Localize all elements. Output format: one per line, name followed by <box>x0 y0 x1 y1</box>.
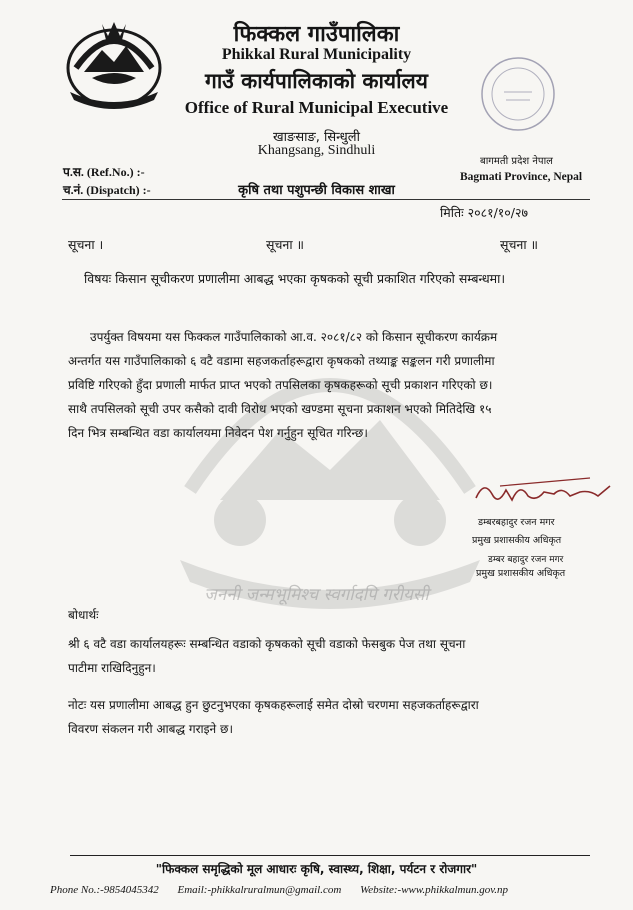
subject-line: विषयः किसान सूचीकरण प्रणालीमा आबद्ध भएका कृषकको सूची प्रकाशित गरिएको सम्बन्धमा। <box>84 271 506 286</box>
footer-contacts <box>50 884 524 896</box>
office-name-en: Office of Rural Municipal Executive <box>184 98 449 117</box>
footer-tagline: "फिक्कल समृद्धिको मूल आधारः कृषि, स्वास्थ्य, शिक्षा, पर्यटन र रोजगार" <box>155 862 478 876</box>
footer-divider <box>70 855 590 856</box>
info-body <box>68 632 590 680</box>
signatory-stamp-name: डम्बर बहादुर रजन मगर <box>488 555 564 565</box>
note-line: नोटः यस प्रणालीमा आबद्ध हुन छुटनुभएका कृषकहरूलाई समेत दोस्रो चरणमा सहजकर्ताहरूद्वारा <box>68 698 479 712</box>
office-stamp-icon <box>476 52 560 136</box>
signatory-name: डम्बरबहादुर रजन मगर <box>478 517 555 528</box>
handwritten-signature <box>470 472 620 512</box>
municipality-name-np: फिक्कल गाउँपालिका <box>233 21 400 47</box>
footer-phone: Phone No.:-9854045342 <box>50 884 159 896</box>
signatory-designation: प्रमुख प्रशासकीय अधिकृत <box>472 535 562 546</box>
signatory-stamp-designation: प्रमुख प्रशासकीय अधिकृत <box>476 568 566 579</box>
body-line: अन्तर्गत यस गाउँपालिकाको ६ वटै वडामा सहजकर्ताहरूद्वारा कृषकको तथ्याङ्क सङ्कलन गरी प्रणालीमा <box>68 354 495 368</box>
province-np: बागमती प्रदेश नेपाल <box>480 156 553 167</box>
info-line: पाटीमा राखिदिनुहुन। <box>68 661 156 675</box>
header-divider <box>62 199 590 200</box>
body-line: उपर्युक्त विषयमा यस फिक्कल गाउँपालिकाको आ.व. २०८१/८२ को किसान सूचीकरण कार्यक्रम <box>90 330 498 344</box>
office-name-np: गाउँ कार्यपालिकाको कार्यालय <box>205 68 428 93</box>
notice-heading-left: सूचना । <box>68 237 104 252</box>
body-line: प्रविष्टि गरिएको हुँदा प्रणाली मार्फत प्राप्त भएको तपसिलका कृषकहरूको सूची प्रकाशन गरिएको छ। <box>68 378 493 392</box>
info-line: श्री ६ वटै वडा कार्यालयहरूः सम्बन्धित वडाको कृषकको सूची वडाको फेसबुक पेज तथा सूचना <box>68 637 466 651</box>
notice-heading-right: सूचना ॥ <box>500 237 539 252</box>
footer-email: Email:-phikkalruralmun@gmail.com <box>177 884 342 896</box>
body-line: दिन भित्र सम्बन्धित वडा कार्यालयमा निवेदन पेश गर्नुहुन सूचित गरिन्छ। <box>68 426 368 440</box>
letter-date: मितिः २०८१/१०/२७ <box>440 205 528 220</box>
ref-no-label: प.स. (Ref.No.) :- <box>63 165 145 179</box>
note-body <box>68 693 590 741</box>
dispatch-no-label: च.नं. (Dispatch) :- <box>63 183 151 197</box>
address-en: Khangsang, Sindhuli <box>257 143 376 158</box>
municipality-name-en: Phikkal Rural Municipality <box>221 46 412 63</box>
address-np: खाङसाङ, सिन्धुली <box>273 130 360 145</box>
notice-heading-center: सूचना ॥ <box>266 237 305 252</box>
note-line: विवरण संकलन गरी आबद्ध गराइने छ। <box>68 722 233 736</box>
body-line: साथै तपसिलको सूची उपर कसैको दावी विरोध भएको खण्डमा सूचना प्रकाशन भएको मितिदेखि १५ <box>68 402 492 416</box>
footer-website: Website:-www.phikkalmun.gov.np <box>360 884 509 896</box>
branch-name: कृषि तथा पशुपन्छी विकास शाखा <box>238 183 395 198</box>
info-heading: बोधार्थः <box>68 608 99 622</box>
province-en: Bagmati Province, Nepal <box>460 171 583 183</box>
watermark-motto: जननी जन्मभूमिश्च स्वर्गादपि गरीयसी <box>204 585 429 605</box>
notice-body <box>68 325 590 445</box>
